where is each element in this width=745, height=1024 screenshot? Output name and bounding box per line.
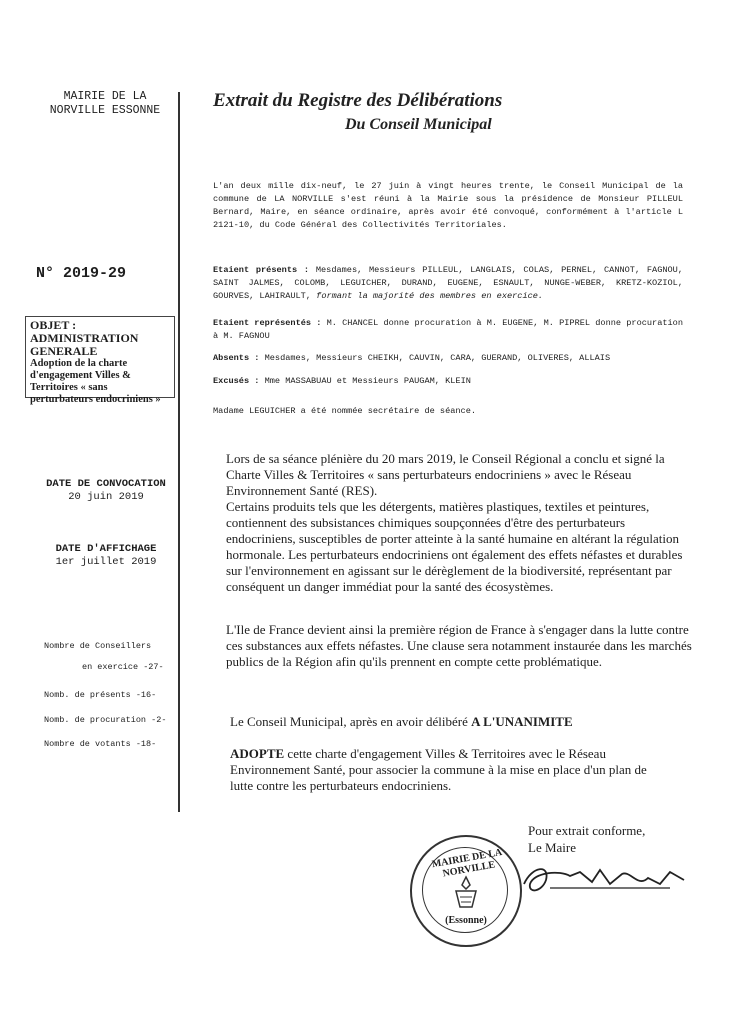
affichage-date: 1er juillet 2019 <box>55 556 157 568</box>
objet-box <box>25 316 175 405</box>
conseillers-votants: Nombre de votants -18- <box>44 739 157 749</box>
convocation-label: DATE DE CONVOCATION <box>46 478 166 490</box>
mairie-line-1: MAIRIE DE LA <box>63 90 147 103</box>
excuses-paragraph <box>213 375 683 388</box>
body-paragraph-2: Certains produits tels que les détergents, matières plastiques, textiles et peintures, contiennent des subsistances chimiques soupçonnées d'être des perturbateurs endocriniens, susceptibles de porter atteinte à la santé humaine en altérant la régulation hormonale. Les perturbateurs endocriniens ont également des effets néfastes et durables sur l'environnement en agissant sur le dérèglement de la biodiversité, représentant par conséquent un danger immédiat pour la santé des écosystèmes. <box>226 499 683 594</box>
conseillers-label: Nombre de Conseillers <box>44 641 152 651</box>
deliberation-number: N° 2019-29 <box>36 265 127 282</box>
page-title: Extrait du Registre des Délibérations <box>213 90 503 111</box>
absents-text: Mesdames, Messieurs CHEIKH, CAUVIN, CARA, GUERAND, OLIVERES, ALLAIS <box>264 353 611 363</box>
convocation-date: 20 juin 2019 <box>68 491 144 503</box>
decision-prefix: Le Conseil Municipal, après en avoir délibéré <box>230 714 468 729</box>
representes-text: M. CHANCEL donne procuration à M. EUGENE, M. PIPREL donne procuration à M. FAGNOU <box>213 318 683 341</box>
objet-label: OBJET : ADMINISTRATION GENERALE <box>30 318 139 358</box>
intro-paragraph: L'an deux mille dix-neuf, le 27 juin à vingt heures trente, le Conseil Municipal de la commune de LA NORVILLE s'est réuni à la Mairie sous la présidence de Monsieur PILLEUL Bernard, Maire, en séance ordinaire, après avoir été convoqué, conformément à l'article L 2121-10, du Code Général des Collectivités Territoriales. <box>213 181 683 230</box>
mairie-header <box>40 90 170 118</box>
representes-label: Etaient représentés : <box>213 318 322 328</box>
absents-label: Absents : <box>213 353 260 363</box>
affichage-label: DATE D'AFFICHAGE <box>55 543 157 555</box>
adopte-text: cette charte d'engagement Villes & Territoires avec le Réseau Environnement Santé, pour associer la commune à la mise en place d'un plan de lutte contre les perturbateurs endocriniens. <box>230 746 647 793</box>
presents-suffix: formant la majorité des membres en exercice. <box>316 291 544 301</box>
objet-text: Adoption de la charte d'engagement Villes & Territoires « sans perturbateurs endocriniens » <box>30 358 161 405</box>
body-paragraph-3: L'Ile de France devient ainsi la première région de France à s'engager dans la lutte contre ces substances aux effets néfastes. Une clause sera notamment instaurée dans les marchés publics de la Région afin qu'ils prennent en compte cette problématique. <box>226 622 692 669</box>
decision-unanimite: A L'UNANIMITE <box>471 714 573 729</box>
conseillers-exercice: en exercice -27- <box>82 662 164 672</box>
stamp-bottom-text: (Essonne) <box>445 915 487 926</box>
stamp-top-text: MAIRIE DE LA NORVILLE <box>431 846 504 880</box>
presents-paragraph <box>213 264 683 303</box>
excuses-label: Excusés : <box>213 376 260 386</box>
presents-label: Etaient présents : <box>213 265 310 275</box>
affichage-block <box>36 543 176 569</box>
excuses-text: Mme MASSABUAU et Messieurs PAUGAM, KLEIN <box>264 376 471 386</box>
decision-paragraph <box>230 714 700 730</box>
signature-line-1: Pour extrait conforme, <box>528 823 646 838</box>
body-paragraph-1: Lors de sa séance plénière du 20 mars 2019, le Conseil Régional a conclu et signé la Charte Villes & Territoires « sans perturbateurs endocriniens » avec le Réseau Environnement Santé (RES). <box>226 451 665 498</box>
mairie-stamp <box>410 835 522 947</box>
mayor-signature-icon <box>520 858 690 902</box>
stamp-emblem-icon <box>446 875 486 911</box>
mairie-line-2: NORVILLE ESSONNE <box>49 104 161 117</box>
conseillers-presents: Nomb. de présents -16- <box>44 690 157 700</box>
conseillers-procuration: Nomb. de procuration -2- <box>44 715 167 725</box>
signature-line-2: Le Maire <box>528 840 577 855</box>
margin-divider <box>178 92 180 812</box>
absents-paragraph <box>213 352 683 365</box>
secretaire-paragraph: Madame LEGUICHER a été nommée secrétaire de séance. <box>213 406 477 416</box>
signature-block <box>528 822 645 856</box>
adopte-paragraph <box>230 746 670 794</box>
adopte-label: ADOPTE <box>230 746 285 761</box>
page-subtitle: Du Conseil Municipal <box>345 116 492 133</box>
convocation-block <box>36 478 176 504</box>
presents-text: Mesdames, Messieurs PILLEUL, LANGLAIS, COLAS, PERNEL, CANNOT, FAGNOU, SAINT JALMES, COLOMB, LEGUICHER, DURAND, EUGENE, ESNAULT, NUNGE-WEBER, KRETZ-KOZIOL, GOURVES, LAHIRAULT, <box>213 265 683 301</box>
representes-paragraph <box>213 317 683 343</box>
